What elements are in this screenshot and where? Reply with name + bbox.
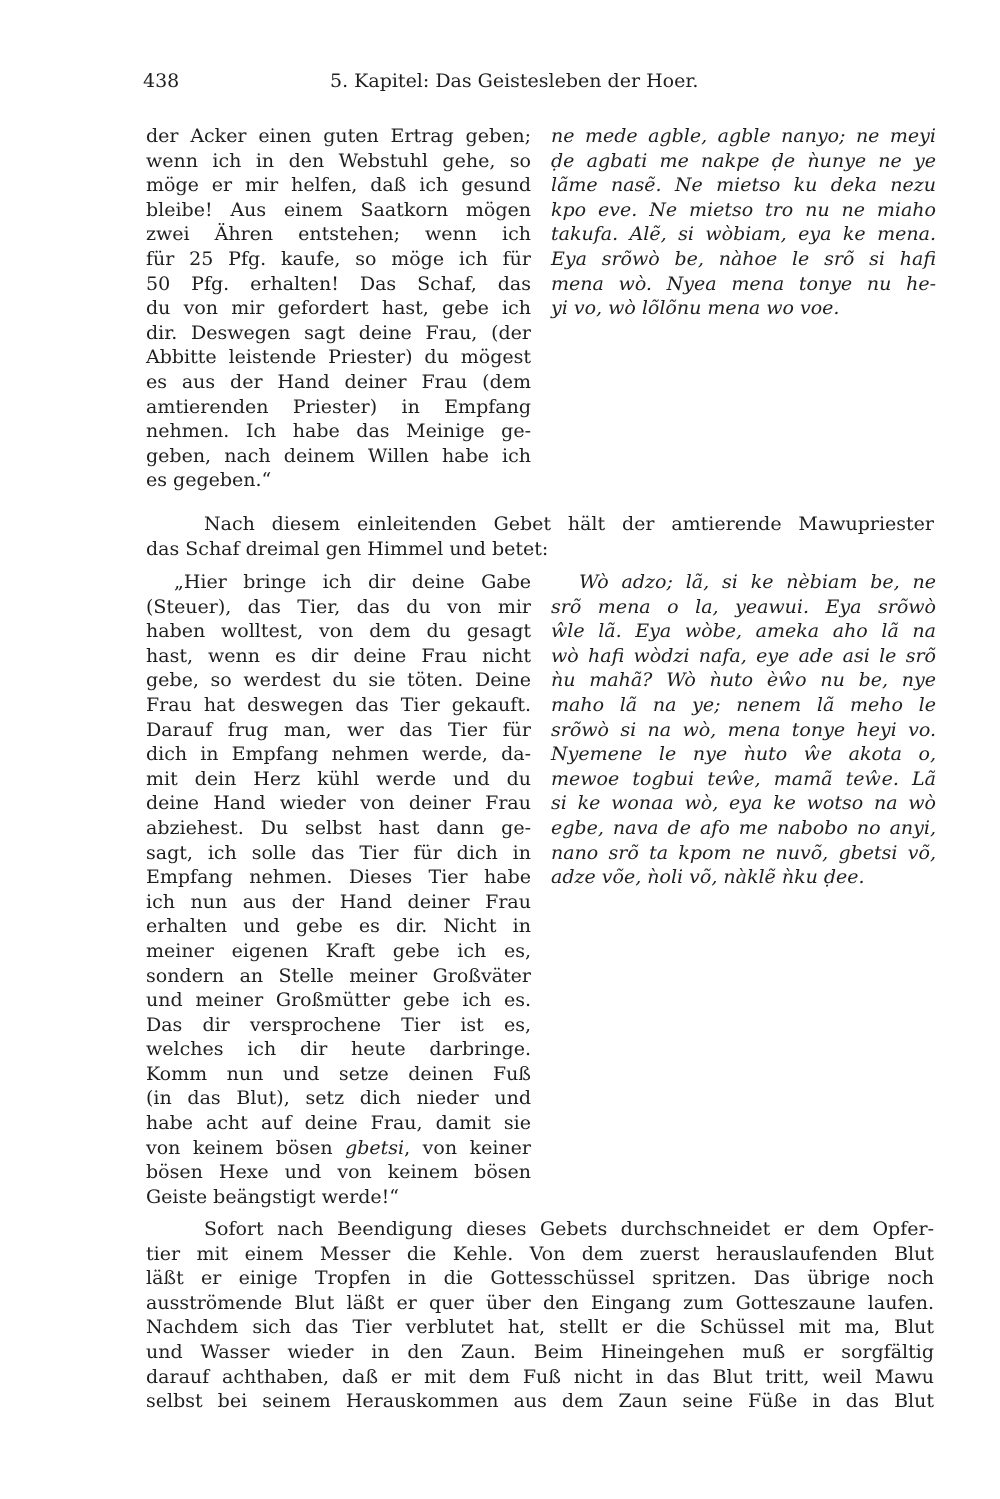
text-line: Geiste beängstigt werde!“ [146, 1185, 399, 1208]
text-line: ǹu mahã? Wò ǹuto èŵo nu be, nye [551, 669, 936, 692]
text-line: gebe, so werdest du sie töten. Deine [146, 669, 531, 692]
text-line: ḍe agbati me nakpe ḍe ǹunye ne ye [551, 149, 936, 172]
text-line: welches ich dir heute darbringe. [146, 1038, 531, 1061]
text-line: zwei Ähren entstehen; wenn ich [146, 223, 531, 246]
text-line: ŵle lã. Eya wòbe, ameka aho lã na [551, 620, 936, 643]
text-line: bleibe! Aus einem Saatkorn mögen [146, 198, 531, 221]
text-line: Eya srõwò be, nàhoe le srõ si hafi [551, 247, 936, 270]
text-line: von keinem bösen gbetsi, von keiner [146, 1136, 531, 1159]
text-line: und Wasser wieder in den Zaun. Beim Hineingehen muß er sorgfältig [146, 1340, 934, 1363]
closing-paragraph [146, 1217, 934, 1414]
text-line: Nach diesem einleitenden Gebet hält der amtierende Mawupriester [204, 513, 934, 535]
text-line: du von mir gefordert hast, gebe ich [146, 297, 531, 320]
text-line: srõ mena o la, yeawui. Eya srõwò [551, 595, 936, 618]
text-line: wenn ich in den Webstuhl gehe, so [146, 149, 531, 172]
text-line: Frau hat deswegen das Tier gekauft. [146, 693, 531, 716]
text-line: sagt, ich solle das Tier für dich in [146, 841, 531, 864]
text-line: dir. Deswegen sagt deine Frau, (der [146, 321, 531, 344]
text-line: tier mit einem Messer die Kehle. Von dem zuerst herauslaufenden Blut [146, 1242, 934, 1265]
text-line: wò hafi wòdzi nafa, eye ade asi le srõ [551, 644, 936, 667]
text-line: für 25 Pfg. kaufe, so möge ich für [146, 247, 531, 270]
text-line: Das dir versprochene Tier ist es, [146, 1013, 531, 1036]
text-line: Sofort nach Beendigung dieses Gebets durchschneidet er dem Opfer- [204, 1218, 934, 1240]
text-line: geben, nach deinem Willen habe ich [146, 444, 531, 467]
text-line: erhalten und gebe es dir. Nicht in [146, 915, 531, 938]
text-line: darauf achthaben, daß er mit dem Fuß nicht in das Blut tritt, weil Mawu [146, 1365, 934, 1388]
text-line: deine Hand wieder von deiner Frau [146, 792, 531, 815]
intro-paragraph [146, 512, 934, 561]
text-line: nehmen. Ich habe das Meinige ge- [146, 420, 531, 443]
text-line: sondern an Stelle meiner Großväter [146, 964, 531, 987]
text-line: bösen Hexe und von keinem bösen [146, 1161, 531, 1184]
text-line: ich nun aus der Hand deiner Frau [146, 890, 531, 913]
text-line: „Hier bringe ich dir deine Gabe [174, 571, 531, 593]
page-number: 438 [143, 70, 180, 92]
german-translation-column-1 [146, 124, 531, 493]
page-header [143, 70, 933, 100]
text-line: der Acker einen guten Ertrag geben; [146, 125, 531, 147]
text-line: es gegeben.“ [146, 469, 272, 492]
text-line: Komm nun und setze deinen Fuß [146, 1062, 531, 1085]
text-line: Darauf frug man, wer das Tier für [146, 718, 531, 741]
text-line: amtierenden Priester) in Empfang [146, 395, 531, 418]
german-translation-column-2 [146, 570, 531, 1209]
ewe-original-column-2 [551, 570, 936, 890]
text-line: Nachdem sich das Tier verblutet hat, stellt er die Schüssel mit ma, Blut [146, 1316, 934, 1339]
text-line: habe acht auf deine Frau, damit sie [146, 1112, 531, 1135]
text-line: abziehest. Du selbst hast dann ge- [146, 816, 531, 839]
text-line: Abbitte leistende Priester) du mögest [146, 346, 531, 369]
text-line: nano srõ ta kpom ne nuvõ, gbetsi võ, [551, 841, 936, 864]
text-line: haben wolltest, von dem du gesagt [146, 620, 531, 643]
ewe-original-column-1 [551, 124, 936, 321]
text-line: yi vo, wò lõlõnu mena wo voe. [551, 297, 840, 320]
text-line: srõwò si na wò, mena tonye heyi vo. [551, 718, 936, 741]
text-line: egbe, nava de afo me nabobo no anyi, [551, 816, 936, 839]
text-line: und meiner Großmütter gebe ich es. [146, 989, 531, 1012]
text-line: läßt er einige Tropfen in die Gottesschüssel spritzen. Das übrige noch [146, 1267, 934, 1290]
text-line: lãme nasẽ. Ne mietso ku deka nezu [551, 174, 936, 197]
term-gbetsi: gbetsi [345, 1136, 405, 1159]
text-line: adze võe, ǹoli võ, nàklẽ ǹku ḍee. [551, 866, 865, 889]
text-line: hast, wenn es dir deine Frau nicht [146, 644, 531, 667]
text-line: (Steuer), das Tier, das du von mir [146, 595, 531, 618]
text-line: mit dein Herz kühl werde und du [146, 767, 531, 790]
text-line: mewoe togbui teŵe, mamã teŵe. Lã [551, 767, 936, 790]
text-line: mena wò. Nyea mena tonye nu he- [551, 272, 936, 295]
text-line: meiner eigenen Kraft gebe ich es, [146, 939, 531, 962]
text-line: takufa. Alẽ, si wòbiam, eya ke mena. [551, 223, 936, 246]
text-line: maho lã na ye; nenem lã meho le [551, 693, 936, 716]
text-line: kpo eve. Ne mietso tro nu ne miaho [551, 198, 936, 221]
text-line: si ke wonaa wò, eya ke wotso na wò [551, 792, 936, 815]
text-line: Nyemene le nye ǹuto ŵe akota o, [551, 743, 936, 766]
text-line: dich in Empfang nehmen werde, da- [146, 743, 531, 766]
text-line: 50 Pfg. erhalten! Das Schaf, das [146, 272, 531, 295]
text-line: das Schaf dreimal gen Himmel und betet: [146, 537, 549, 560]
text-line: Wò adzo; lã, si ke nèbiam be, ne [579, 571, 936, 593]
text-line: ausströmende Blut läßt er quer über den Eingang zum Gotteszaune laufen. [146, 1291, 934, 1314]
text-line: Empfang nehmen. Dieses Tier habe [146, 866, 531, 889]
text-line: es aus der Hand deiner Frau (dem [146, 370, 531, 393]
running-title: 5. Kapitel: Das Geistesleben der Hoer. [330, 70, 699, 92]
text-line: möge er mir helfen, daß ich gesund [146, 174, 531, 197]
text-line: selbst bei seinem Herauskommen aus dem Zaun seine Füße in das Blut [146, 1390, 934, 1413]
text-line: ne mede agble, agble nanyo; ne meyi [551, 125, 936, 147]
text-line: (in das Blut), setz dich nieder und [146, 1087, 531, 1110]
